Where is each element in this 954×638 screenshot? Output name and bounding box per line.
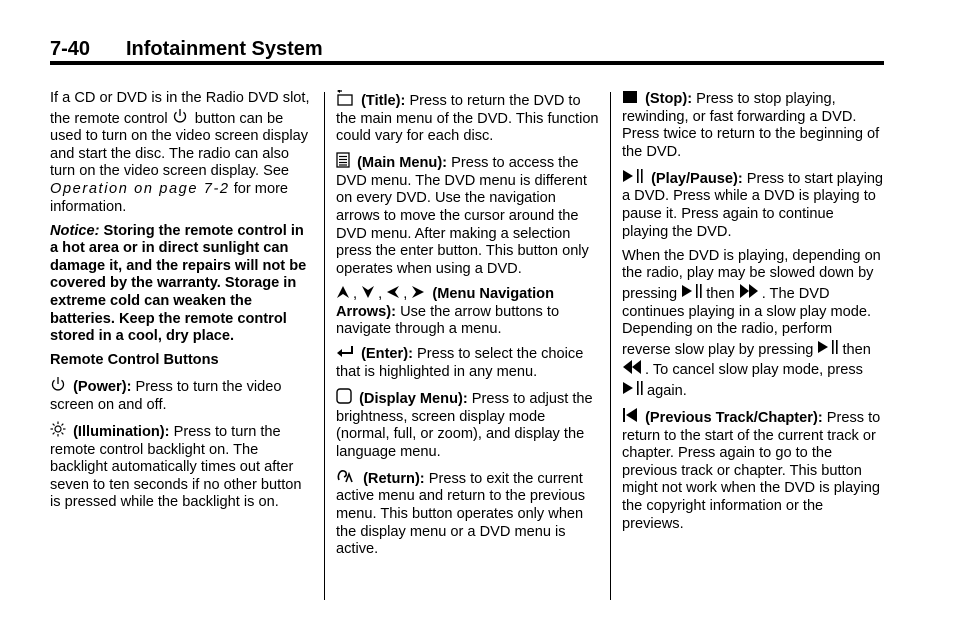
- play-pause-paragraph: [622, 168, 884, 241]
- slow-play-text-a: When the DVD is playing, depending on the radio, play may be slowed down by pressing: [622, 247, 881, 302]
- return-text: Press to exit the current active menu and return to the previous menu. This button operates only when the display menu or a DVD menu is active.: [336, 470, 586, 558]
- previous-track-label: (Previous Track/Chapter):: [645, 410, 823, 426]
- slow-play-text-b: . The DVD continues playing in a slow play mode. Depending on the radio, perform reverse slow play by pressing: [622, 285, 872, 358]
- page-number: 7-40: [50, 38, 91, 60]
- slow-play-text-c: . To cancel slow play mode, press: [645, 362, 863, 379]
- illumination-text: Press to turn the remote control backlight on. The backlight automatically times out after seven to ten seconds if no other button is pressed while the backlight is on.: [50, 424, 302, 511]
- stop-label: (Stop):: [645, 91, 693, 107]
- power-text: Press to turn the video screen on and off.: [50, 379, 282, 413]
- return-paragraph: [336, 468, 602, 559]
- column-divider: [324, 92, 325, 600]
- power-paragraph: [50, 376, 312, 414]
- column-divider: [610, 92, 611, 600]
- illumination-icon: [50, 421, 66, 437]
- column-3: [622, 90, 884, 540]
- stop-paragraph: [622, 90, 884, 161]
- intro-text-a: If a CD or DVD is in the Radio DVD slot, the remote control: [50, 90, 310, 127]
- play-pause-icon: [817, 339, 839, 355]
- title-icon: [336, 90, 354, 106]
- play-pause-icon: [622, 168, 644, 184]
- display-menu-label: (Display Menu):: [359, 390, 468, 407]
- notice-text: Storing the remote control in a hot area or in direct sunlight can damage it, and the repairs will not be covered by the warranty. Storage in extreme cold can weaken the batteries. Keep the remote control stored in a cool, dry place.: [50, 222, 307, 345]
- enter-icon: [336, 345, 354, 359]
- arrow-down-icon: [361, 285, 375, 299]
- enter-label: (Enter):: [361, 346, 413, 363]
- previous-track-icon: [622, 407, 638, 423]
- remote-buttons-heading: Remote Control Buttons: [50, 352, 219, 369]
- return-label: (Return):: [363, 470, 425, 487]
- title-label: (Title):: [361, 93, 406, 109]
- section-title: Infotainment System: [126, 38, 323, 60]
- slow-play-then: then: [706, 285, 735, 302]
- intro-text-b: button can be used to turn on the video screen display and start the disc. The radio can also turn on the video screen display. See: [50, 110, 308, 180]
- notice-paragraph: [50, 223, 312, 346]
- arrow-up-icon: [336, 285, 350, 299]
- main-menu-text: Press to access the DVD menu. The DVD menu is different on every DVD. Use the navigation arrows to move the cursor around the DVD menu. After making a selection press the enter button. This button only operates when using a DVD.: [336, 155, 589, 277]
- display-menu-text: Press to adjust the brightness, screen display mode (normal, full, or zoom), and display the language menu.: [336, 390, 593, 460]
- stop-text: Press to stop playing, rewinding, or fast forwarding a DVD. Press twice to return to the beginning of the DVD.: [622, 91, 880, 160]
- main-menu-label: (Main Menu):: [357, 155, 448, 172]
- play-pause-icon: [622, 380, 644, 396]
- play-pause-icon: [681, 283, 703, 299]
- slow-play-then: then: [842, 341, 871, 358]
- column-2: [336, 90, 602, 565]
- return-icon: [336, 468, 356, 484]
- main-menu-icon: [336, 152, 350, 168]
- arrow-left-icon: [386, 285, 400, 299]
- arrow-right-icon: [411, 285, 425, 299]
- main-menu-paragraph: [336, 152, 602, 278]
- navigation-label-continued: Arrows):: [336, 303, 396, 320]
- illumination-label: (Illumination):: [73, 424, 170, 441]
- previous-track-paragraph: [622, 407, 884, 533]
- navigation-label: (Menu Navigation: [432, 285, 555, 302]
- power-label: (Power):: [73, 379, 132, 396]
- navigation-paragraph: , , , (Menu Navigation Arrows): Use the arrow buttons to navigate through a menu.: [336, 285, 560, 338]
- stop-icon: [622, 90, 638, 104]
- previous-track-text: Press to return to the start of the current track or chapter. Press again to go to the previous track or chapter. This button might not work when the DVD is playing the copyright information or the previews.: [622, 410, 881, 532]
- title-paragraph: [336, 90, 602, 146]
- cross-reference-link[interactable]: Operation on page 7-2: [50, 180, 230, 197]
- rewind-icon: [622, 359, 642, 375]
- power-icon: [50, 376, 66, 392]
- power-icon: [172, 108, 188, 124]
- enter-text: Press to select the choice that is highlighted in any menu.: [336, 346, 584, 380]
- display-menu-icon: [336, 388, 352, 404]
- slow-play-text-d: again.: [647, 382, 687, 399]
- display-menu-paragraph: [336, 388, 602, 461]
- intro-text-c: for more information.: [50, 180, 289, 215]
- illumination-paragraph: [50, 421, 312, 512]
- notice-label: Notice:: [50, 222, 100, 239]
- title-text: Press to return the DVD to the main menu of the DVD. This function could vary for each disc.: [336, 93, 599, 145]
- enter-paragraph: [336, 345, 602, 381]
- navigation-text: Use the arrow buttons to navigate through a menu.: [336, 303, 560, 338]
- play-pause-label: (Play/Pause):: [651, 170, 743, 187]
- header-rule: [50, 61, 884, 65]
- fast-forward-icon: [739, 283, 759, 299]
- slow-play-paragraph: [622, 248, 884, 401]
- intro-paragraph: [50, 90, 312, 216]
- column-1: [50, 90, 312, 519]
- play-pause-text: Press to start playing a DVD. Press while a DVD is playing to pause it. Press again to continue playing the DVD.: [622, 170, 884, 240]
